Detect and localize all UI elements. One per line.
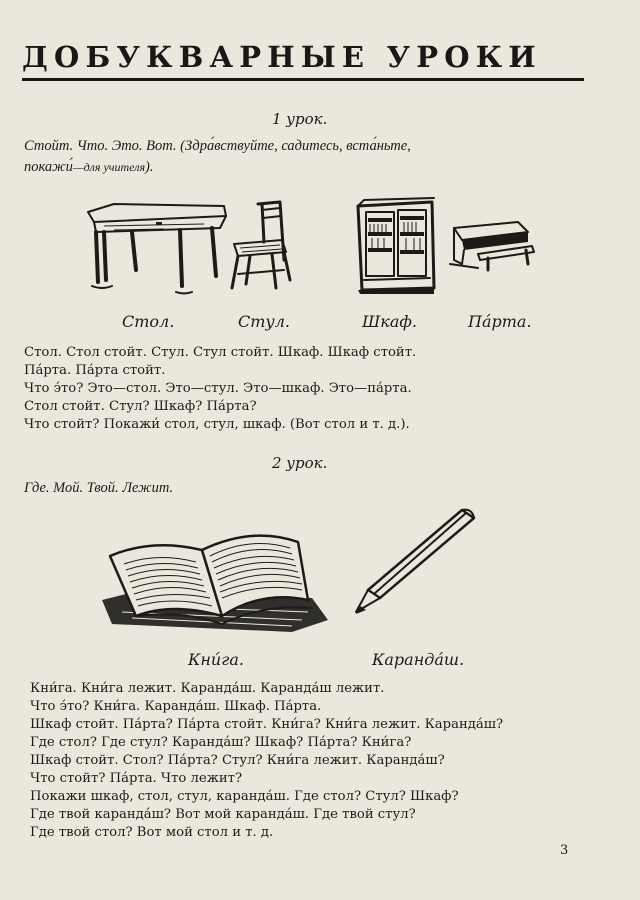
lesson-2-line: Что э́то? Кни́га. Каранда́ш. Шкаф. Па́рта.	[30, 699, 322, 714]
lesson-2-line: Шкаф стойт. Па́рта? Па́рта стойт. Кни́га? Кни́га лежит. Каранда́ш?	[30, 717, 504, 732]
lesson-2-line: Где стол? Где стул? Каранда́ш? Шкаф? Па́рта? Кни́га?	[30, 735, 412, 750]
lesson-1-line: Па́рта. Па́рта стойт.	[24, 363, 166, 378]
caption-wardrobe: Шкаф.	[362, 312, 417, 331]
lesson-1-vocab	[24, 136, 594, 178]
page-title: ДОБУКВАРНЫЕ УРОКИ	[22, 40, 542, 74]
lesson-1-heading: 1 урок.	[272, 110, 328, 128]
lesson-1-line: Стол. Стол стойт. Стул. Стул стойт. Шкаф. Шкаф стойт.	[24, 345, 417, 360]
title-underline	[22, 78, 584, 81]
wardrobe-illustration	[356, 198, 436, 294]
caption-desk: Па́рта.	[468, 312, 532, 331]
teacher-note: —для учителя	[72, 160, 146, 174]
book-illustration	[102, 520, 328, 634]
caption-table: Стол.	[122, 312, 175, 331]
caption-pencil: Каранда́ш.	[372, 650, 465, 669]
pencil-illustration	[350, 506, 478, 618]
caption-chair: Стул.	[238, 312, 290, 331]
lesson-2-heading: 2 урок.	[272, 454, 328, 472]
vocab-word: покажи́	[24, 159, 73, 175]
lesson-2-text	[30, 680, 503, 842]
lesson-1-vocab-line-1: Стойт. Что. Это. Вот. (Здра́вствуйте, садитесь, вста́ньте,	[24, 138, 411, 154]
lesson-1-line: Что э́то? Это—стол. Это—стул. Это—шкаф. Это—па́рта.	[24, 381, 412, 396]
caption-book: Кни́га.	[188, 650, 244, 669]
lesson-1-vocab-line-2	[24, 157, 594, 178]
lesson-2-line: Шкаф стойт. Стол? Па́рта? Стул? Кни́га лежит. Каранда́ш?	[30, 753, 445, 768]
lesson-1-line: Стол стойт. Стул? Шкаф? Па́рта?	[24, 399, 257, 414]
table-illustration	[84, 202, 230, 302]
lesson-2-line: Где твой каранда́ш? Вот мой каранда́ш. Где твой стул?	[30, 807, 416, 822]
lesson-2-line: Кни́га. Кни́га лежит. Каранда́ш. Каранда́ш лежит.	[30, 681, 385, 696]
lesson-2-line: Покажи шкаф, стол, стул, каранда́ш. Где стол? Стул? Шкаф?	[30, 789, 459, 804]
lesson-2-vocab: Где. Мой. Твой. Лежит.	[24, 480, 174, 496]
vocab-close: ).	[145, 159, 154, 175]
lesson-1-line: Что стойт? Покажи́ стол, стул, шкаф. (Вот стол и т. д.).	[24, 417, 410, 432]
lesson-2-line: Что стойт? Па́рта. Что лежит?	[30, 771, 243, 786]
desk-illustration	[448, 220, 536, 272]
lesson-1-text	[24, 344, 416, 434]
chair-illustration	[228, 200, 294, 292]
page-number: 3	[560, 843, 569, 858]
lesson-2-line: Где твой стол? Вот мой стол и т. д.	[30, 825, 274, 840]
